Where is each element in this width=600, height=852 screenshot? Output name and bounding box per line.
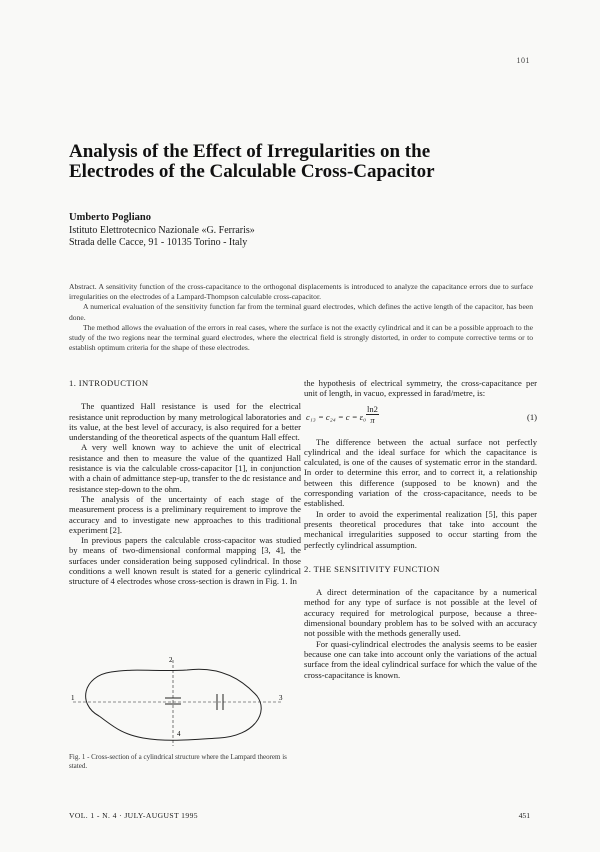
equation-lhs: c₁₃ = c₂₄ = c = ε₀: [306, 411, 367, 422]
equation-1: [304, 403, 537, 431]
title-line-1: Analysis of the Effect of Irregularities on the: [69, 141, 431, 162]
equation-numerator: ln2: [367, 403, 378, 414]
right-continuation-paragraph: the hypothesis of electrical symmetry, the cross-capacitance per unit of length, in vacuo, expressed in farad/metre, is:: [304, 378, 537, 399]
figure-1-diagram: [69, 656, 301, 751]
paper-title: [69, 142, 539, 182]
abstract-paragraph-2: A numerical evaluation of the sensitivity function far from the terminal guard electrodes, which defines the active length of the capacitor, has been done.: [69, 302, 533, 322]
figure-label-3: 3: [279, 694, 283, 702]
figure-label-1: 1: [71, 694, 75, 702]
intro-paragraph-3: The analysis of the uncertainty of each stage of the measurement process is a preliminary requirement to improve the accuracy and to investigate new approaches to this traditional experiment [2].: [69, 493, 301, 535]
footer-journal-info: VOL. 1 - N. 4 · JULY-AUGUST 1995: [69, 811, 198, 820]
equation-fraction: [366, 404, 379, 425]
right-paragraph-3: In order to avoid the experimental realization [5], this paper presents theoretical procedures that take into account the mechanical irregularities supposed to occur starting from the perfectly cylindrical assumption.: [304, 508, 537, 550]
intro-paragraph-4: In previous papers the calculable cross-capacitor was studied by means of two-dimensional conformal mapping [3, 4], the surfaces under consideration being supposed cylindrical. In those conditions a well known result is stated for a generic cylindrical structure of 4 electrodes whose cross-section is drawn in Fig. 1. In: [69, 535, 301, 587]
abstract-paragraph-1: Abstract. A sensitivity function of the cross-capacitance to the orthogonal displacements is introduced to analyze the capacitance errors due to surface irregularities on the electrodes of a Lampard-Thompson calculable cross-capacitor.: [69, 282, 533, 302]
footer-page-number: 451: [518, 811, 530, 820]
right-paragraph-2: The difference between the actual surface not perfectly cylindrical and the ideal surface for which the capacitance is calculated, is one of the causes of systematic error in the standard. In order to determine this error, and to correct it, a relationship between this difference (supposed to be known) and the corresponding variation of the cross-capacitance, needs to be established.: [304, 436, 537, 509]
electrode-outline: [86, 669, 262, 740]
page-number: 101: [516, 56, 530, 65]
section-heading-sensitivity-function: 2. THE SENSITIVITY FUNCTION: [304, 563, 440, 574]
abstract-paragraph-3: The method allows the evaluation of the errors in real cases, where the surface is not the exactly cylindrical and it can be a possible approach to the study of the two regions near the terminal guard electrodes, where the electrical field is strongly distorted, in order to compute corrective terms or to establish optimum criteria for the shape of these electrodes.: [69, 322, 533, 353]
sensitivity-paragraph-1: A direct determination of the capacitance by a numerical method for any type of surface is not possible at the level of accuracy required for metrological purpose, because a three-dimensional boundary problem has to be solved with an accuracy not possible with the methods generally used.: [304, 587, 537, 639]
left-column: [69, 378, 301, 587]
sensitivity-paragraph-2: For quasi-cylindrical electrodes the analysis seems to be easier because one can take into account only the variations of the actual surface from the ideal cylindrical surface for which the value of the cross-capacitance is known.: [304, 638, 537, 680]
section-heading-introduction: 1. INTRODUCTION: [69, 378, 149, 388]
intro-paragraph-2: A very well known way to achieve the unit of electrical resistance and then to measure the value of the quantized Hall resistance is via the calculable cross-capacitor [1], in conjunction with a chain of admittance step-up, transfer to the dc resistance and resistance step-down to the ohm.: [69, 442, 301, 494]
intro-paragraph-1: The quantized Hall resistance is used for the electrical resistance unit reproduction by many metrological laboratories and its value, at the best level of accuracy, is also required for a better understanding of the theoretical aspects of the quantum Hall effect.: [69, 401, 301, 443]
author-affiliation: [69, 225, 255, 249]
author-name: Umberto Pogliano: [69, 212, 151, 223]
right-column: [304, 378, 537, 680]
figure-label-2: 2: [169, 656, 173, 664]
figure-1-caption: Fig. 1 - Cross-section of a cylindrical structure where the Lampard theorem is stated.: [69, 753, 287, 770]
figure-label-4: 4: [177, 730, 181, 738]
affiliation-line-1: Istituto Elettrotecnico Nazionale «G. Ferraris»: [69, 225, 255, 236]
title-line-2: Electrodes of the Calculable Cross-Capacitor: [69, 161, 435, 182]
equation-denominator: π: [370, 414, 375, 425]
affiliation-line-2: Strada delle Cacce, 91 - 10135 Torino - Italy: [69, 237, 248, 248]
abstract: [69, 282, 533, 353]
equation-number: (1): [526, 411, 537, 422]
